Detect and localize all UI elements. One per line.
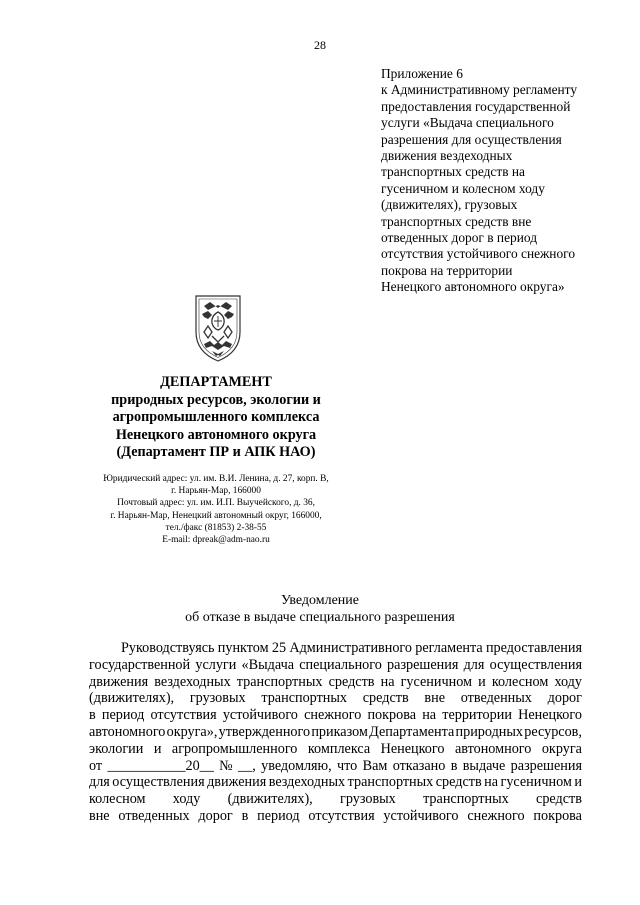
phone-fax: тел./факс (81853) 2-38-55 (165, 522, 267, 533)
body-word: для (89, 774, 110, 791)
body-word: снежного (467, 807, 525, 824)
body-word: территории (442, 707, 512, 724)
body-word: Вам (362, 757, 388, 774)
body-word: устойчивого (222, 707, 298, 724)
body-word: Ненецкого (518, 707, 582, 724)
body-word: колесном (491, 673, 549, 690)
body-word: снежного (304, 707, 362, 724)
body-word: разрешения (510, 757, 582, 774)
postal-address-line: Почтовый адрес: ул. им. И.П. Выучейского, д. 36, (117, 498, 315, 509)
body-word: «Выдача (241, 656, 295, 673)
notice-title: Уведомление (280, 593, 359, 608)
appendix-header (381, 66, 611, 296)
body-word: на (380, 673, 395, 690)
appendix-line: гусеничном и колесном ходу (381, 180, 545, 196)
body-word: ___________20__ (107, 757, 214, 774)
body-word: транспортных (423, 791, 509, 808)
body-word: выдаче (462, 757, 506, 774)
body-word: в (241, 807, 249, 824)
body-word: пунктом (217, 640, 269, 656)
body-word: на (422, 707, 437, 724)
department-line: (Департамент ПР и АПК НАО) (116, 444, 316, 460)
email: E-mail: dpreak@adm-nao.ru (162, 535, 270, 546)
body-word: период (257, 807, 300, 824)
body-word: транспортных (347, 774, 434, 791)
postal-address-city: г. Нарьян-Мар, Ненецкий автономный округ, 166000, (110, 510, 322, 521)
body-word: Административного (289, 640, 412, 656)
appendix-line: Ненецкого автономного округа» (381, 279, 565, 295)
body-word: экологии (89, 740, 144, 757)
body-word: отказано (392, 757, 446, 774)
body-word: и (478, 673, 486, 690)
body-word: вездеходных (268, 774, 346, 791)
body-word: движения (89, 673, 149, 690)
body-line (89, 707, 582, 724)
body-line (89, 724, 582, 741)
appendix-line: отсутствия устойчивого снежного (381, 246, 576, 262)
body-word: разрешения (387, 656, 459, 673)
appendix-line: (движителях), грузовых (381, 197, 518, 213)
body-line (89, 690, 582, 707)
body-word: осуществления (489, 656, 582, 673)
body-line (89, 791, 582, 808)
body-word: средств (536, 791, 582, 808)
body-word: вездеходных (154, 673, 231, 690)
body-line (89, 741, 582, 758)
body-word: вне (424, 690, 445, 707)
department-line: Ненецкого автономного округа (115, 426, 317, 443)
body-word: Департамента (369, 723, 455, 740)
body-word: регламента (415, 640, 483, 656)
body-line (89, 674, 582, 691)
department-name (66, 374, 366, 462)
body-word: комплекса (307, 740, 371, 757)
body-word: округа», (166, 723, 218, 740)
body-word: специального (299, 656, 382, 673)
body-word: гусеничном (400, 673, 473, 690)
body-word: осуществления (112, 774, 205, 791)
appendix-line: покрова на территории (381, 262, 513, 278)
body-line (89, 808, 582, 825)
body-word: отведенных (460, 690, 532, 707)
body-word: отсутствия (150, 707, 217, 724)
department-line: ДЕПАРТАМЕНТ (160, 374, 272, 390)
body-line (89, 774, 582, 791)
body-word: грузовых (340, 791, 396, 808)
body-word: __, (238, 757, 256, 774)
body-word: грузовых (189, 690, 246, 707)
notice-heading (0, 593, 640, 626)
body-line (89, 758, 582, 775)
body-word: транспортных (236, 673, 323, 690)
legal-address-city: г. Нарьян-Мар, 166000 (171, 486, 261, 497)
body-word: предоставления (485, 640, 582, 656)
body-word: вне (89, 807, 110, 824)
body-line (89, 640, 582, 657)
department-line: природных ресурсов, экологии и (111, 391, 321, 408)
body-word: утвержденного (218, 723, 311, 740)
body-word: услуги (195, 656, 237, 673)
body-word: в (450, 757, 458, 774)
body-word: движения (207, 774, 267, 791)
body-word: Ненецкого (380, 740, 445, 757)
body-word: округа (541, 740, 582, 757)
body-word: ходу (172, 791, 201, 808)
appendix-line: Приложение 6 (381, 66, 463, 81)
appendix-line: услуги «Выдача специального (381, 115, 554, 131)
body-word: отведенных (118, 807, 190, 824)
body-word: уведомляю, (261, 757, 332, 774)
body-word: транспортных (261, 690, 348, 707)
body-word: дорог (198, 807, 233, 824)
body-word: средств (362, 690, 409, 707)
body-word: покрова (367, 707, 417, 724)
body-word: колесном (89, 791, 146, 808)
body-word: средств (328, 673, 375, 690)
body-word: средств (435, 774, 482, 791)
body-word: и (153, 740, 162, 757)
appendix-line: разрешения для осуществления (381, 131, 562, 147)
body-word: на (484, 774, 499, 791)
body-word: природных (455, 723, 524, 740)
appendix-line: движения вездеходных (381, 148, 513, 164)
notice-body (89, 640, 582, 825)
body-word: дорог (547, 690, 582, 707)
appendix-line: транспортных средств вне (381, 213, 532, 229)
legal-address-line: Юридический адрес: ул. им. В.И. Ленина, д. 27, корп. В, (103, 474, 329, 484)
body-word: покрова (533, 807, 582, 824)
body-word: (движителях), (227, 791, 313, 808)
page-number: 28 (314, 38, 326, 52)
body-word: ресурсов, (524, 723, 582, 740)
appendix-line: к Административному регламенту (381, 82, 578, 98)
appendix-line: предоставления государственной (381, 98, 571, 114)
body-word: период (101, 707, 145, 724)
body-word: № (219, 757, 233, 774)
body-word: приказом (311, 723, 368, 740)
appendix-line: отведенных дорог в период (381, 230, 538, 246)
body-word: и (574, 774, 582, 791)
body-word: отсутствия (308, 807, 375, 824)
body-word: ходу (554, 673, 582, 690)
body-word: для (463, 656, 485, 673)
department-line: агропромышленного комплекса (112, 409, 320, 425)
body-word: от (89, 757, 103, 774)
body-word: государственной (89, 656, 191, 673)
body-line (89, 657, 582, 674)
body-word: (движителях), (89, 690, 175, 707)
body-word: автономного (454, 740, 532, 757)
body-word: устойчивого (383, 807, 459, 824)
body-word: Руководствуясь (121, 640, 215, 656)
notice-subtitle: об отказе в выдаче специального разрешения (185, 609, 455, 625)
appendix-line: транспортных средств на (381, 164, 525, 180)
body-word: гусеничном (500, 774, 572, 791)
body-word: 25 (271, 640, 287, 656)
department-contacts (66, 473, 366, 546)
nao-coat-of-arms-icon (190, 292, 246, 364)
body-word: в (89, 707, 96, 724)
body-word: автономного (89, 723, 166, 740)
body-word: что (337, 757, 358, 774)
body-word: агропромышленного (171, 740, 298, 757)
